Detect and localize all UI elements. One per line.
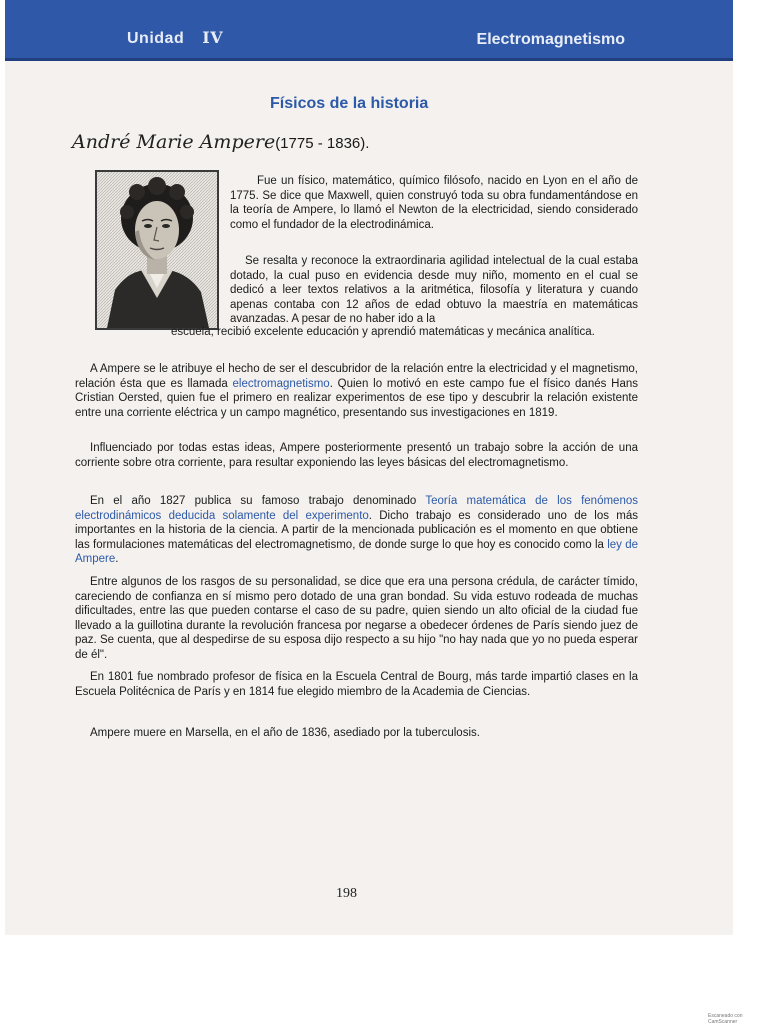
paragraph-6: Entre algunos de los rasgos de su personalidad, se dice que era una persona crédula, de carácter tímido, careciendo de confianza en sí mismo pero dotado de una gran bondad. Su vida estuvo rodeada de muchas dificultades, entre las que pueden contarse el caso de su padre, quien siendo un alto oficial de la ciudad fue llevado a la guillotina durante la revolución francesa por negarse a obedecer órdenes de París siendo juez de paz. Se cuenta, que al despedirse de su esposa dijo respecto a su hijo "no hay nada que yo no pueda esperar de él".	[75, 576, 638, 661]
paragraph-2-continued: escuela, recibió excelente educación y aprendió matemáticas y mecánica analítica.	[171, 326, 595, 338]
unit-word: Unidad	[127, 30, 185, 47]
paragraph-8: Ampere muere en Marsella, en el año de 1836, asediado por la tuberculosis.	[90, 727, 480, 739]
ampere-portrait-icon	[95, 170, 219, 330]
p5-text-after: .	[115, 553, 119, 566]
paragraph-2: Se resalta y reconoce la extraordinaria agilidad intelectual de la cual estaba dotado, la cual puso en evidencia desde muy niño, momento en el cual se dedicó a leer textos relativos a la aritmética, filosofía y literatura y cuando apenas contaba con 12 años de edad obtuvo la maestría en matemáticas avanzadas. A pesar de no haber ido a la	[230, 255, 638, 326]
section-title: Físicos de la historia	[270, 95, 429, 112]
paragraph-3	[75, 362, 638, 420]
p3-text-after: . Quien lo motivó en este campo fue el físico danés Hans Cristian Oersted, quien fue el primero en realizar experimentos de ese tipo y descubrir la relación existente entre una corriente eléctrica y un campo magnético, presentando sus investigaciones en 1819.	[75, 377, 638, 419]
paragraph-1: Fue un físico, matemático, químico filósofo, nacido en Lyon en el año de 1775. Se dice que Maxwell, quien construyó toda su obra fundamentándose en la teoría de Ampere, lo llamó el Newton de la electricidad, siendo considerado como el fundador de la electrodinámica.	[230, 175, 638, 231]
scanner-stamp: Escaneado con CamScanner	[708, 1013, 743, 1025]
link-ley-de-ampere[interactable]: ley de Ampere	[75, 538, 638, 566]
p3-text-before: A Ampere se le atribuye el hecho de ser el descubridor de la relación entre la electricidad y el magnetismo, relación ésta que es llamada	[75, 363, 638, 390]
unit-topic: Electromagnetismo	[476, 31, 625, 48]
link-electromagnetismo[interactable]: electromagnetismo	[232, 377, 330, 390]
person-years: (1775 - 1836).	[275, 135, 370, 152]
page-number: 198	[336, 886, 357, 901]
link-teoria-matematica[interactable]: Teoría matemática de los fenómenos electrodinámicos deducida solamente del experimento	[75, 495, 638, 522]
person-name-line	[72, 131, 369, 153]
person-name: André Marie Ampere	[72, 131, 276, 153]
unit-number: IV	[202, 28, 224, 47]
paragraph-7: En 1801 fue nombrado profesor de física en la Escuela Central de Bourg, más tarde impartió clases en la Escuela Politécnica de París y en 1814 fue elegido miembro de la Academia de Ciencias.	[75, 671, 638, 698]
p5-text-before: En el año 1827 publica su famoso trabajo denominado	[90, 495, 426, 507]
p5-text-middle: . Dicho trabajo es considerado uno de los más importantes en la historia de la ciencia. A partir de la mencionada publicación es el momento en que obtiene las formulaciones matemáticas del electromagnetismo, de donde surge lo que hoy es conocido como la	[75, 509, 638, 551]
paragraph-5	[75, 494, 638, 567]
unit-header-bar	[5, 0, 733, 61]
paragraph-4: Influenciado por todas estas ideas, Ampere posteriormente presentó un trabajo sobre la acción de una corriente sobre otra corriente, para resultar exponiendo las leyes básicas del electromagnetismo.	[75, 442, 638, 469]
unit-label	[127, 28, 223, 48]
